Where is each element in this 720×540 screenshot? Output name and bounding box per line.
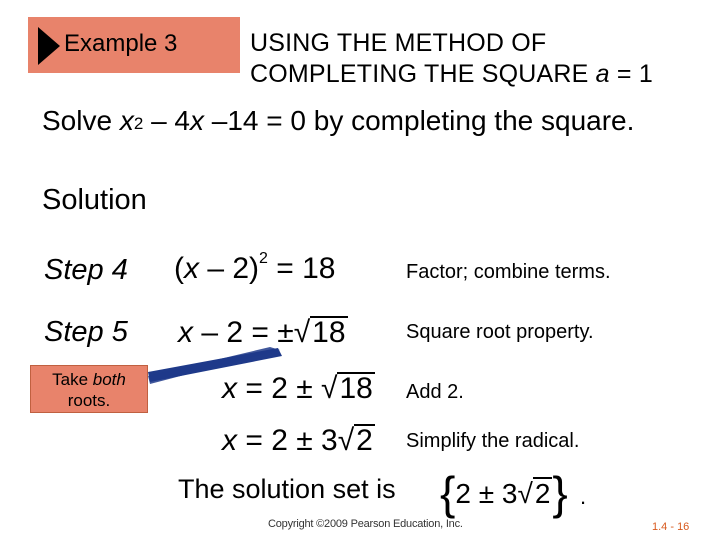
step-5-note: Square root property.	[406, 321, 594, 343]
copyright-footer: Copyright ©2009 Pearson Education, Inc.	[268, 518, 463, 530]
step-5-equation: x – 2 = ±√18	[178, 316, 346, 349]
take-both-roots-callout: Take both roots.	[30, 365, 148, 413]
step-4-equation: (x – 2)$^2$ = 18	[174, 250, 336, 285]
solution-heading: Solution	[42, 184, 147, 216]
title-line-1: USING THE METHOD OF	[250, 29, 547, 57]
add-2-equation: x = 2 ± √18	[222, 372, 373, 405]
title-line-2: COMPLETING THE SQUARE a = 1	[250, 60, 653, 88]
simplify-equation: x = 2 ± 3√2	[222, 424, 373, 457]
step-4-label: Step 4	[44, 254, 128, 286]
simplify-note: Simplify the radical.	[406, 430, 580, 452]
solution-set-expression: {2 ± 3√2}	[440, 467, 568, 519]
problem-statement: Solve $x^2 - 4x$ –14 = 0 by completing the square.	[42, 105, 635, 136]
slide-number: 1.4 - 16	[652, 521, 690, 533]
final-period: .	[580, 484, 587, 509]
step-4-note: Factor; combine terms.	[406, 261, 611, 283]
example-label: Example 3	[64, 30, 178, 57]
solution-set-text: The solution set is	[178, 474, 396, 504]
step-5-label: Step 5	[44, 316, 128, 348]
add-2-note: Add 2.	[406, 381, 464, 403]
